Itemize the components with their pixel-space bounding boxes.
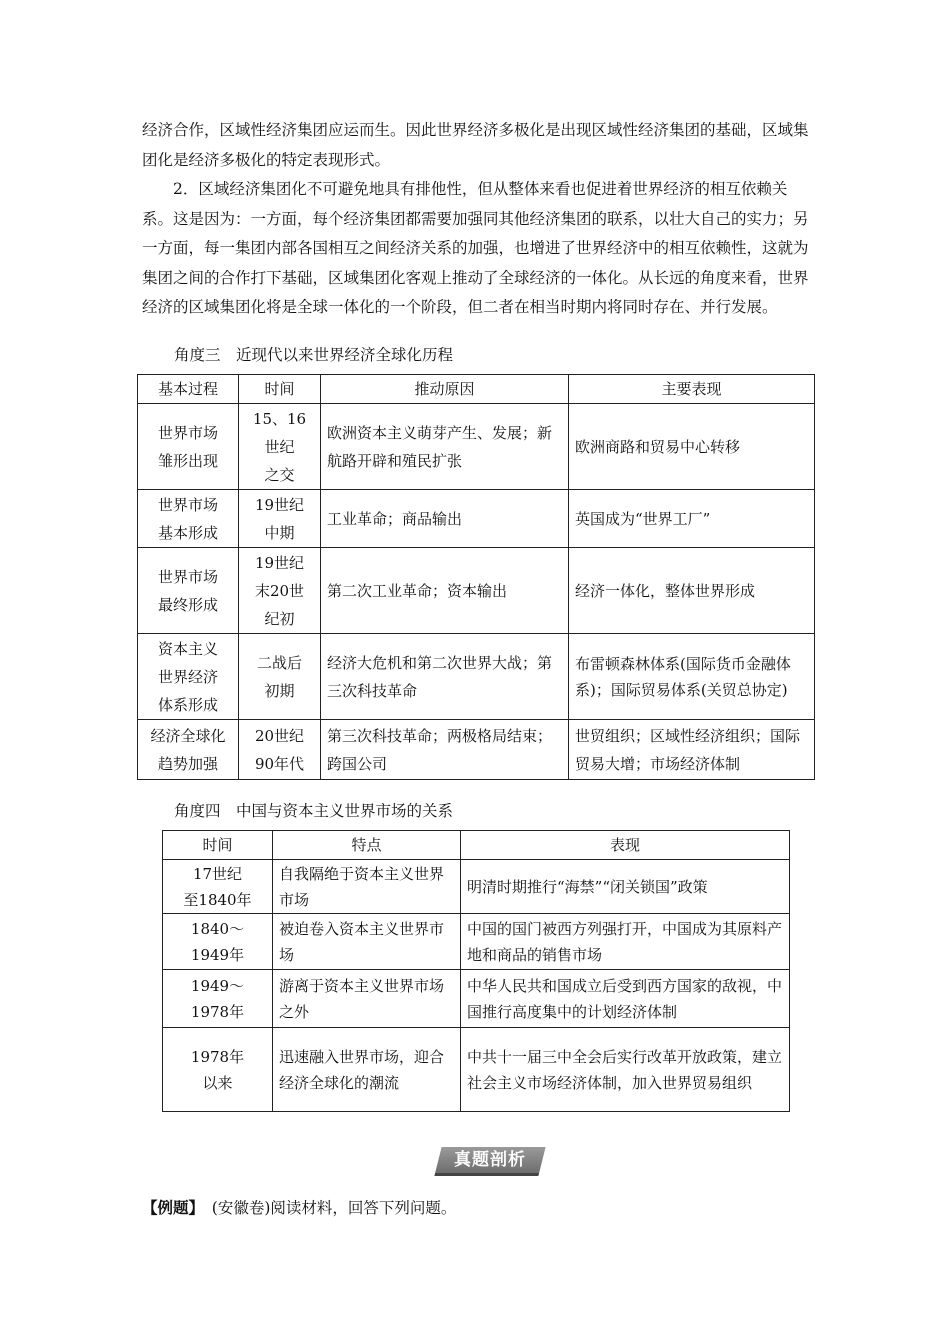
china-world-market-table xyxy=(162,830,790,1112)
cell-time: 1840～ 1949年 xyxy=(163,914,273,970)
cell-time: 19世纪 末20世 纪初 xyxy=(239,548,321,634)
section4-title: 角度四 中国与资本主义世界市场的关系 xyxy=(174,802,454,820)
cell-manifestation: 欧洲商路和贸易中心转移 xyxy=(569,404,815,490)
table-row xyxy=(163,860,790,914)
header-time: 时间 xyxy=(163,831,273,860)
cell-process: 经济全球化 趋势加强 xyxy=(138,720,239,780)
cell-feature: 自我隔绝于资本主义世界市场 xyxy=(273,860,461,914)
example-tag: 【例题】 xyxy=(142,1197,197,1217)
cell-manifestation: 世贸组织；区域性经济组织；国际贸易大增；市场经济体制 xyxy=(569,720,815,780)
cell-feature: 游离于资本主义世界市场之外 xyxy=(273,970,461,1028)
cell-time: 1978年 以来 xyxy=(163,1028,273,1112)
paragraph-point-2: 2．区域经济集团化不可避免地具有排他性，但从整体来看也促进着世界经济的相互依赖关系。这是因为：一方面，每个经济集团都需要加强同其他经济集团的联系，以壮大自己的实力；另一方面，每一集团内部各国相互之间经济关系的加强，也增进了世界经济中的相互依赖性，这就为集团之间的合作打下基础，区域集团化客观上推动了全球经济的一体化。从长远的角度来看，世界经济的区域集团化将是全球一体化的一个阶段，但二者在相当时期内将同时存在、并行发展。 xyxy=(142,180,809,316)
table-row xyxy=(138,720,815,780)
header-process: 基本过程 xyxy=(138,375,239,404)
table-row xyxy=(163,1028,790,1112)
cell-manifestation: 布雷顿森林体系(国际货币金融体系)；国际贸易体系(关贸总协定) xyxy=(569,634,815,720)
example-line xyxy=(142,1197,456,1219)
table-row xyxy=(138,490,815,548)
table-row xyxy=(163,914,790,970)
cell-process: 世界市场 雏形出现 xyxy=(138,404,239,490)
cell-cause: 欧洲资本主义萌芽产生、发展；新航路开辟和殖民扩张 xyxy=(321,404,569,490)
globalization-history-table xyxy=(137,374,815,780)
cell-process: 世界市场 最终形成 xyxy=(138,548,239,634)
cell-cause: 第三次科技革命；两极格局结束；跨国公司 xyxy=(321,720,569,780)
table-header-row xyxy=(163,831,790,860)
table-row xyxy=(138,634,815,720)
header-manifestation: 表现 xyxy=(461,831,790,860)
example-text: (安徽卷)阅读材料，回答下列问题。 xyxy=(196,1198,457,1217)
header-cause: 推动原因 xyxy=(321,375,569,404)
cell-cause: 第二次工业革命；资本输出 xyxy=(321,548,569,634)
table-row xyxy=(163,970,790,1028)
paragraph-continued: 经济合作，区域性经济集团应运而生。因此世界经济多极化是出现区域性经济集团的基础，区域集团化是经济多极化的特定表现形式。 xyxy=(142,121,809,169)
cell-manifestation: 明清时期推行“海禁”“闭关锁国”政策 xyxy=(461,860,790,914)
cell-manifestation: 中华人民共和国成立后受到西方国家的敌视，中国推行高度集中的计划经济体制 xyxy=(461,970,790,1028)
table-header-row xyxy=(138,375,815,404)
header-time: 时间 xyxy=(239,375,321,404)
cell-process: 资本主义 世界经济 体系形成 xyxy=(138,634,239,720)
cell-cause: 经济大危机和第二次世界大战；第三次科技革命 xyxy=(321,634,569,720)
header-manifestation: 主要表现 xyxy=(569,375,815,404)
section3-title: 角度三 近现代以来世界经济全球化历程 xyxy=(174,346,454,364)
header-feature: 特点 xyxy=(273,831,461,860)
cell-manifestation: 英国成为“世界工厂” xyxy=(569,490,815,548)
table-row xyxy=(138,548,815,634)
cell-cause: 工业革命；商品输出 xyxy=(321,490,569,548)
cell-process: 世界市场 基本形成 xyxy=(138,490,239,548)
section-banner-title: 真题剖析 xyxy=(454,1150,526,1170)
table-row xyxy=(138,404,815,490)
cell-time: 20世纪 90年代 xyxy=(239,720,321,780)
cell-time: 二战后 初期 xyxy=(239,634,321,720)
cell-manifestation: 中共十一届三中全会后实行改革开放政策，建立社会主义市场经济体制，加入世界贸易组织 xyxy=(461,1028,790,1112)
cell-feature: 被迫卷入资本主义世界市场 xyxy=(273,914,461,970)
cell-time: 17世纪 至1840年 xyxy=(163,860,273,914)
cell-time: 19世纪 中期 xyxy=(239,490,321,548)
cell-time: 15、16 世纪 之交 xyxy=(239,404,321,490)
cell-feature: 迅速融入世界市场，迎合经济全球化的潮流 xyxy=(273,1028,461,1112)
cell-manifestation: 中国的国门被西方列强打开，中国成为其原料产地和商品的销售市场 xyxy=(461,914,790,970)
cell-time: 1949～ 1978年 xyxy=(163,970,273,1028)
cell-manifestation: 经济一体化，整体世界形成 xyxy=(569,548,815,634)
